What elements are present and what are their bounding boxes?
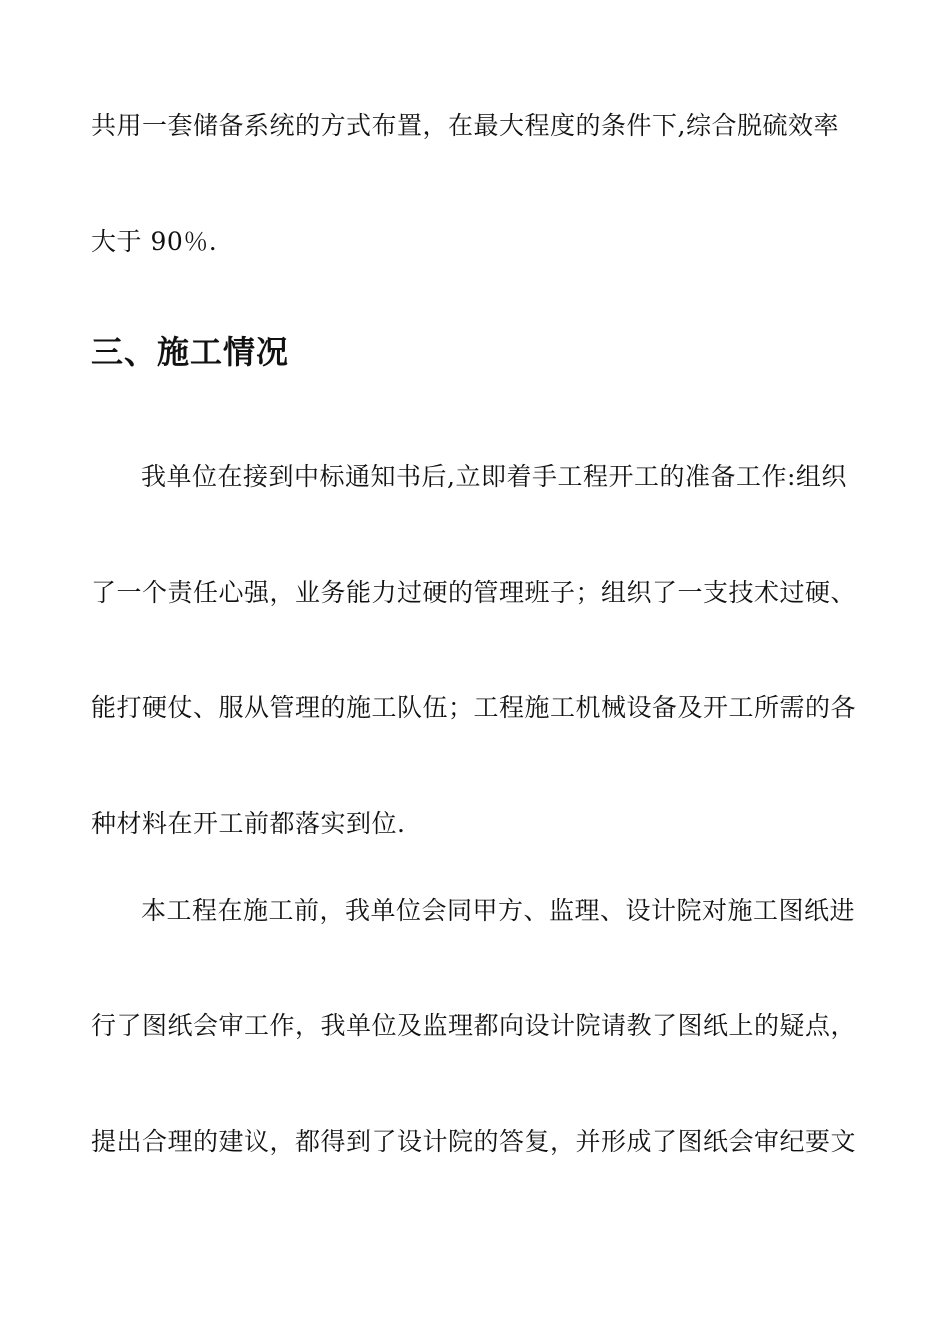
paragraph-2-line-3: 提出合理的建议，都得到了设计院的答复，并形成了图纸会审纪要文 — [91, 1127, 857, 1156]
paragraph-1-line-1: 我单位在接到中标通知书后,立即着手工程开工的准备工作:组织 — [141, 462, 847, 491]
paragraph-1-line-3: 能打硬仗、服从管理的施工队伍；工程施工机械设备及开工所需的各 — [91, 693, 857, 722]
paragraph-1-line-2: 了一个责任心强，业务能力过硬的管理班子；组织了一支技术过硬、 — [91, 578, 857, 607]
paragraph-intro-line-2: 大于 90％. — [91, 227, 218, 256]
paragraph-2-line-2: 行了图纸会审工作，我单位及监理都向设计院请教了图纸上的疑点， — [91, 1011, 857, 1040]
paragraph-1-line-4: 种材料在开工前都落实到位. — [91, 809, 406, 838]
paragraph-2-line-1: 本工程在施工前，我单位会同甲方、监理、设计院对施工图纸进 — [141, 896, 856, 925]
paragraph-intro-line-1: 共用一套储备系统的方式布置，在最大程度的条件下,综合脱硫效率 — [91, 111, 839, 140]
section-heading: 三、施工情况 — [91, 333, 290, 371]
